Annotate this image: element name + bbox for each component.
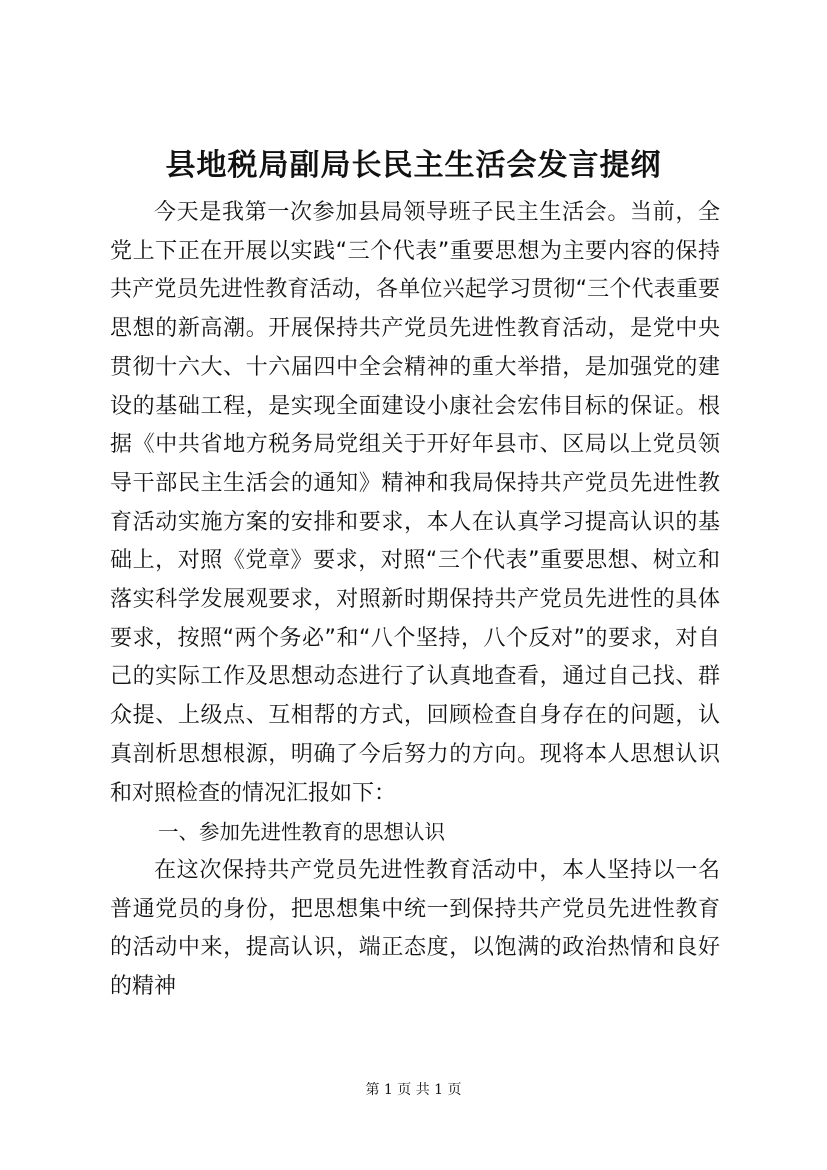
intro-paragraph: 今天是我第一次参加县局领导班子民主生活会。当前，全党上下正在开展以实践“三个代表”重要思想为主要内容的保持共产党员先进性教育活动，各单位兴起学习贯彻“三个代表重要思想的新高潮。开展保持共产党员先进性教育活动，是党中央贯彻十六大、十六届四中全会精神的重大举措，是加强党的建设的基础工程，是实现全面建设小康社会宏伟目标的保证。根据《中共省地方税务局党组关于开好年县市、区局以上党员领导干部民主生活会的通知》精神和我局保持共产党员先进性教育活动实施方案的安排和要求，本人在认真学习提高认识的基础上，对照《党章》要求，对照“三个代表”重要思想、树立和落实科学发展观要求，对照新时期保持共产党员先进性的具体要求，按照“两个务必”和“八个坚持，八个反对”的要求，对自己的实际工作及思想动态进行了认真地查看，通过自己找、群众提、上级点、互相帮的方式，回顾检查自身存在的问题，认真剖析思想根源，明确了今后努力的方向。现将本人思想认识和对照检查的情况汇报如下：	[110, 200, 720, 806]
document-title: 县地税局副局长民主生活会发言提纲	[165, 148, 662, 183]
page-number: 第 1 页 共 1 页	[365, 1082, 462, 1098]
body-paragraph: 在这次保持共产党员先进性教育活动中，本人坚持以一名普通党员的身份，把思想集中统一到保持共产党员先进性教育的活动中来，提高认识，端正态度，以饱满的政治热情和良好的精神	[110, 857, 720, 1000]
section-heading: 一、参加先进性教育的思想认识	[158, 820, 445, 845]
document-body	[110, 194, 720, 1007]
